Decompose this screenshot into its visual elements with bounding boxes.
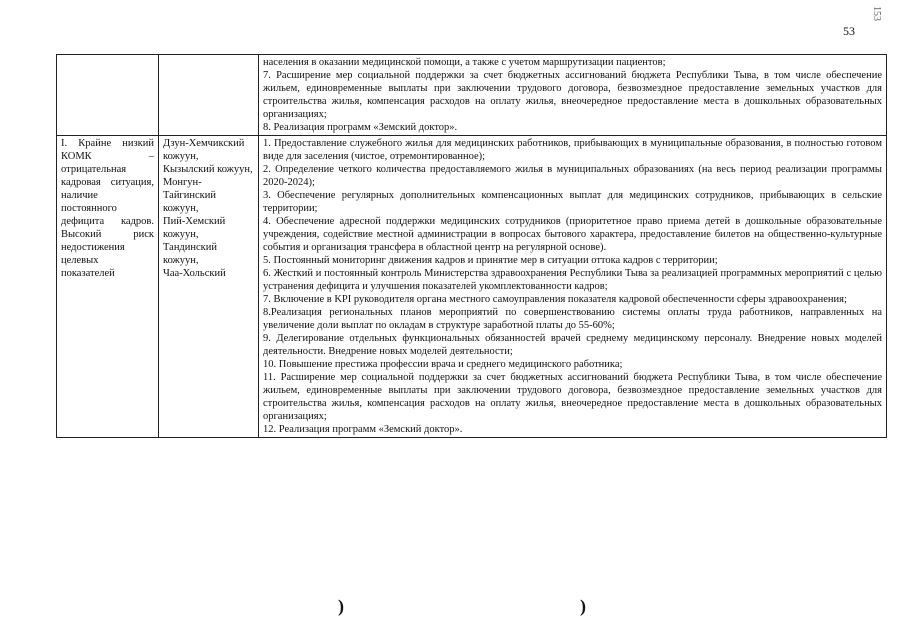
measure-item: 11. Расширение мер социальной поддержки за счет бюджетных ассигнований бюджета Республики Тыва, в том числе обеспечение жильем, единовременные выплаты при заключении трудового договора, безвозмездное предоставление земельных участков для строительства жилья, компенсация расходов на оплату жилья, внеочередное предоставление места в дошкольных образовательных организациях;: [263, 372, 882, 422]
measures-cell: [259, 55, 887, 136]
category-cell: [57, 55, 159, 136]
district-item: Пий-Хемский кожуун,: [163, 216, 226, 240]
districts-cell: [159, 136, 259, 438]
measure-item: 12. Реализация программ «Земский доктор».: [263, 424, 463, 435]
measures-table: [56, 54, 887, 438]
district-item: Дзун-Хемчикский кожуун,: [163, 138, 245, 162]
measure-item: 3. Обеспечение регулярных дополнительных компенсационных выплат для медицинских сотрудников, прибывающих в сельские территории;: [263, 190, 882, 214]
measure-item: 7. Включение в KPI руководителя органа местного самоуправления показателя кадровой обеспеченности сферы здравоохранения;: [263, 294, 847, 305]
measure-item: 8. Реализация программ «Земский доктор».: [263, 122, 458, 133]
measure-item: 10. Повышение престижа профессии врача и среднего медицинского работника;: [263, 359, 623, 370]
measures-cell: [259, 136, 887, 438]
category-text: I. Крайне низкий КОМК – отрицательная кадровая ситуация, наличие постоянного дефицита кадров. Высокий риск недостижения целевых показателей: [61, 138, 154, 279]
table-row: [57, 136, 887, 438]
district-item: Тандинский кожуун,: [163, 242, 218, 266]
measure-item: 9. Делегирование отдельных функциональных обязанностей врачей среднему медицинскому персоналу. Внедрение новых моделей деятельности. Внедрение новых моделей деятельности;: [263, 333, 882, 357]
table-row: [57, 55, 887, 136]
measure-item: 5. Постоянный мониторинг движения кадров и принятие мер в ситуации оттока кадров с территории;: [263, 255, 718, 266]
footer-mark: ): [338, 596, 344, 616]
measure-item: 6. Жесткий и постоянный контроль Министерства здравоохранения Республики Тыва за реализацией программных мероприятий с целью устранения дефицита и улучшения показателей укомплектованности кадров;: [263, 268, 882, 292]
margin-stamp: 153: [871, 6, 882, 21]
district-item: Кызылский кожуун,: [163, 164, 253, 175]
measure-item: 4. Обеспечение адресной поддержки медицинских сотрудников (приоритетное право приема детей в дошкольные образовательные учреждения, содействие местной администрации в вопросах бытового характера, предоставление билетов на общественно-культурные события и организация трансфера в областной центр на регулярной основе).: [263, 216, 882, 253]
district-item: Чаа-Хольский: [163, 268, 226, 279]
footer-mark: ): [580, 596, 586, 616]
measure-item: 1. Предоставление служебного жилья для медицинских работников, прибывающих в муниципальные образования, в полностью готовом виде для заселения (чистое, отремонтированное);: [263, 138, 882, 162]
measure-item: 8.Реализация региональных планов мероприятий по совершенствованию системы оплаты труда работников, направленных на увеличение доли выплат по окладам в структуре заработной платы до 55-60%;: [263, 307, 882, 331]
measure-item: 2. Определение четкого количества предоставляемого жилья в муниципальных образованиях (на весь период реализации программы 2020-2024);: [263, 164, 882, 188]
districts-cell: [159, 55, 259, 136]
page-number: 53: [843, 24, 855, 38]
measure-item: 7. Расширение мер социальной поддержки за счет бюджетных ассигнований бюджета Республики Тыва, в том числе обеспечение жильем, единовременные выплаты при заключении трудового договора, безвозмездное предоставление земельных участков для строительства жилья, компенсация расходов на оплату жилья, внеочередное предоставление места в дошкольных образовательных организациях;: [263, 70, 882, 120]
category-cell: [57, 136, 159, 438]
district-item: Монгун-Тайгинский кожуун,: [163, 177, 216, 214]
measure-item: населения в оказании медицинской помощи, а также с учетом маршрутизации пациентов;: [263, 57, 666, 68]
